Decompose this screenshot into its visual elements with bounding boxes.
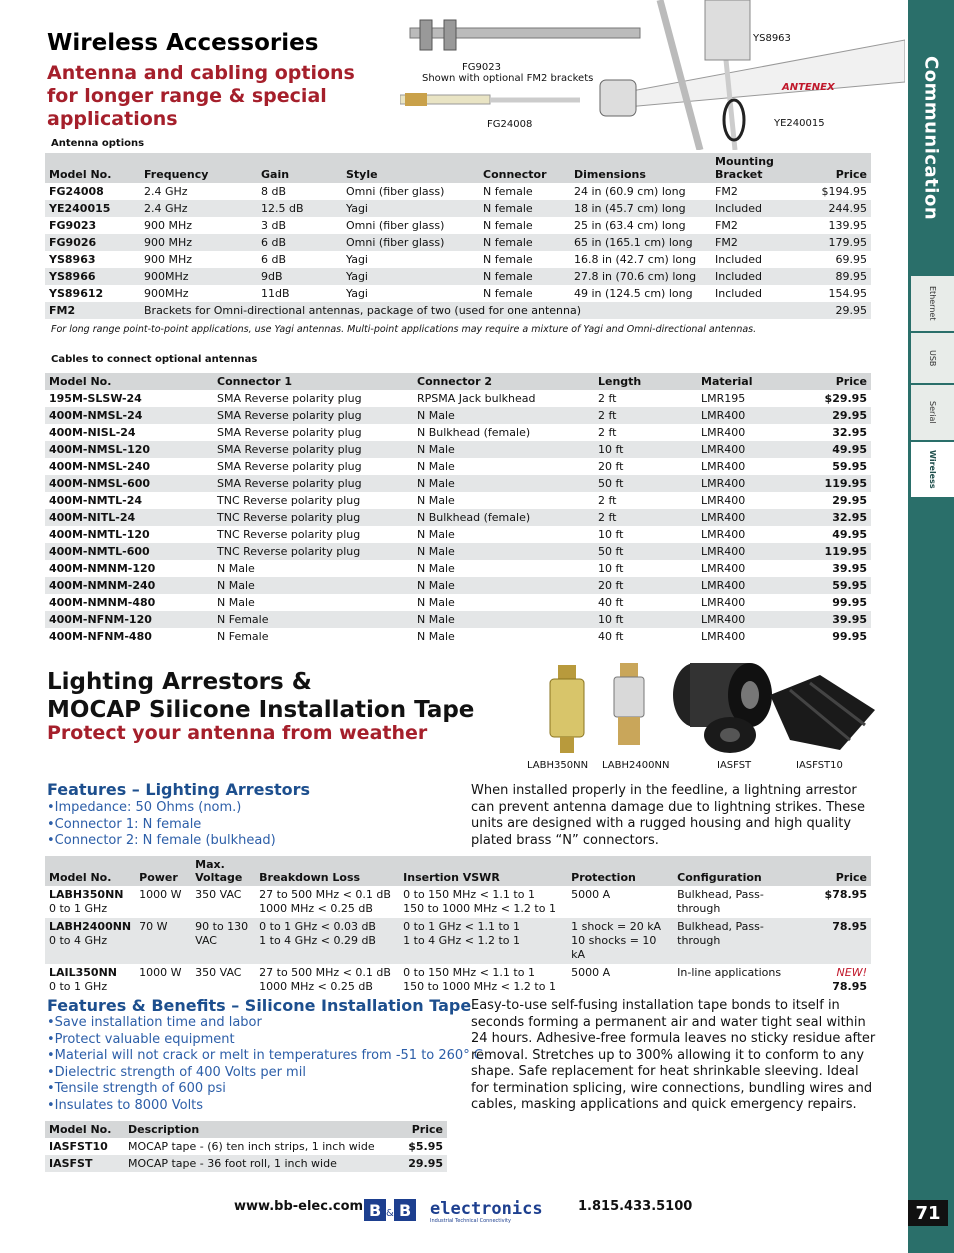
arrestor-tape-photo: [520, 655, 880, 760]
tab-ethernet[interactable]: Ethernet: [911, 276, 954, 331]
table-cell: $29.95: [824, 392, 867, 405]
table-cell: 11dB: [261, 287, 290, 300]
bb-electronics-logo: [364, 1198, 574, 1224]
table-cell: 59.95: [832, 460, 867, 473]
table-cell: 400M-NMSL-240: [49, 460, 151, 473]
table-cell: Omni (fiber glass): [346, 185, 445, 198]
col-price: Price: [796, 153, 871, 183]
table-cell: In-line applications: [677, 966, 782, 979]
table-cell: 900MHz: [144, 287, 189, 300]
table-cell: 0 to 1 GHz < 0.03 dB 1 to 4 GHz < 0.29 dB: [255, 918, 399, 964]
table-cell: 154.95: [828, 287, 867, 300]
col-price: Price: [787, 373, 871, 390]
table-cell: $5.95: [408, 1140, 443, 1153]
table-cell: 39.95: [787, 611, 871, 628]
antenna-note: For long range point-to-point applications, use Yagi antennas. Multi-point applications may require a mixture of Yagi and Omni-directional antennas.: [51, 324, 757, 335]
col-description: Description: [124, 1121, 387, 1138]
table-cell: 900 MHz: [140, 234, 257, 251]
table-cell: 2 ft: [598, 426, 617, 439]
table-cell: Bulkhead, Pass-through: [677, 888, 764, 915]
table-cell: 0 to 150 MHz < 1.1 to 1 150 to 1000 MHz < 1.2 to 1: [403, 966, 556, 993]
sidebar-section-title: Communication: [920, 55, 942, 221]
table-cell: 139.95: [828, 219, 867, 232]
cables-label: Cables to connect optional antennas: [51, 354, 258, 365]
table-row: [45, 200, 871, 217]
table-cell: N Male: [413, 475, 594, 492]
table-cell: N Female: [213, 611, 413, 628]
table-cell: SMA Reverse polarity plug: [213, 441, 413, 458]
table-cell: LABH2400NN 0 to 4 GHz: [45, 918, 135, 964]
table-cell: SMA Reverse polarity plug: [213, 407, 413, 424]
table-cell: 32.95: [832, 426, 867, 439]
table-cell: LABH350NN 0 to 1 GHz: [49, 888, 124, 915]
table-cell: N Female: [217, 630, 269, 643]
table-row: [45, 492, 871, 509]
col-mounting: Mounting Bracket: [711, 153, 796, 183]
col-vswr: Insertion VSWR: [399, 856, 567, 886]
svg-text:electronics: electronics: [430, 1199, 543, 1219]
table-cell: Yagi: [346, 253, 368, 266]
table-cell: Included: [715, 253, 763, 266]
table-cell: FG9026: [45, 234, 140, 251]
table-cell: MOCAP tape - (6) ten inch strips, 1 inch wide: [128, 1140, 375, 1153]
page-title: Wireless Accessories: [47, 30, 319, 56]
caption-fg24008: FG24008: [487, 119, 533, 130]
table-cell: N Male: [417, 562, 455, 575]
table-cell: 18 in (45.7 cm) long: [570, 200, 711, 217]
col-voltage: Max. Voltage: [191, 856, 255, 886]
table-cell: Omni (fiber glass): [346, 219, 445, 232]
table-row: [45, 285, 871, 302]
caption-iasfst10: IASFST10: [796, 760, 843, 771]
table-cell: N Male: [417, 460, 455, 473]
table-cell: N Male: [217, 562, 255, 575]
table-cell: 0 to 1 GHz < 1.1 to 1 1 to 4 GHz < 1.2 to 1: [399, 918, 567, 964]
table-cell: FM2: [715, 219, 738, 232]
tape-description: Easy-to-use self-fusing installation tape bonds to itself in seconds forming a permanent air and water tight seal within 24 hours. Adhesive-free formula leaves no sticky residue after removal. Stretches up to 300% allowing it to conform to any shape. Safe replacement for heat shrinkable sleeving. Ideal for termination splicing, wire connections, bundling wires and cables, masking applications and quick emergency repairs.: [471, 998, 876, 1112]
col-protection: Protection: [567, 856, 673, 886]
table-cell: NEW! 78.95: [832, 966, 867, 993]
col-model: Model No.: [45, 856, 135, 886]
tab-usb[interactable]: USB: [911, 333, 954, 383]
table-cell: N Male: [417, 630, 455, 643]
table-cell: N Male: [413, 407, 594, 424]
page-number: 71: [908, 1200, 948, 1226]
table-cell: LMR400: [701, 596, 746, 609]
table-cell: 29.95: [796, 302, 871, 319]
table-cell: 400M-NMNM-480: [49, 596, 156, 609]
table-row: [45, 424, 871, 441]
table-row: [45, 407, 871, 424]
col-length: Length: [594, 373, 697, 390]
table-cell: 10 ft: [598, 528, 624, 541]
table-cell: 5000 A: [571, 966, 611, 979]
caption-iasfst: IASFST: [717, 760, 752, 771]
table-cell: Brackets for Omni-directional antennas, package of two (used for one antenna): [140, 302, 796, 319]
caption-fg9023: FG9023: [462, 62, 501, 73]
table-row: [45, 594, 871, 611]
list-item: • Connector 1: N female: [47, 817, 276, 834]
table-cell: MOCAP tape - 36 foot roll, 1 inch wide: [124, 1155, 387, 1172]
col-connector2: Connector 2: [413, 373, 594, 390]
table-cell: 3 dB: [261, 219, 287, 232]
table-cell: 10 ft: [598, 562, 624, 575]
table-row: [45, 183, 871, 200]
arrestor-features-title: Features – Lighting Arrestors: [47, 780, 311, 799]
list-item: • Dielectric strength of 400 Volts per mil: [47, 1065, 483, 1082]
table-cell: 6 dB: [257, 234, 342, 251]
table-cell: 89.95: [796, 268, 871, 285]
col-model: Model No.: [45, 373, 213, 390]
table-cell: FM2: [45, 302, 140, 319]
table-cell: Included: [711, 268, 796, 285]
col-dimensions: Dimensions: [570, 153, 711, 183]
table-cell: LMR400: [701, 562, 746, 575]
list-item: • Connector 2: N female (bulkhead): [47, 833, 276, 850]
caption-labh2400nn: LABH2400NN: [602, 760, 670, 771]
table-row: [45, 441, 871, 458]
col-connector: Connector: [479, 153, 570, 183]
svg-text:Industrial Technical Connectiv: Industrial Technical Connectivity: [430, 1218, 511, 1224]
table-cell: 9dB: [257, 268, 342, 285]
table-cell: N Male: [413, 611, 594, 628]
table-cell: LMR400: [697, 611, 787, 628]
col-price: Price: [799, 856, 871, 886]
list-item: • Impedance: 50 Ohms (nom.): [47, 800, 276, 817]
table-cell: 90 to 130 VAC: [191, 918, 255, 964]
arrestor-table: [45, 856, 871, 996]
table-cell: 400M-NMNM-120: [49, 562, 156, 575]
table-cell: N Bulkhead (female): [413, 509, 594, 526]
sidebar: [908, 0, 954, 1253]
table-cell: 350 VAC: [195, 888, 242, 901]
table-cell: 29.95: [787, 407, 871, 424]
antenex-logo: ANTENEX: [782, 82, 835, 93]
table-cell: 1 shock = 20 kA 10 shocks = 10 kA: [567, 918, 673, 964]
table-row: [45, 526, 871, 543]
table-cell: 0 to 150 MHz < 1.1 to 1 150 to 1000 MHz < 1.2 to 1: [403, 888, 556, 915]
table-cell: TNC Reverse polarity plug: [217, 528, 361, 541]
col-configuration: Configuration: [673, 856, 799, 886]
footer-phone[interactable]: 1.815.433.5100: [578, 1199, 693, 1214]
table-cell: Yagi: [342, 200, 479, 217]
table-cell: 400M-NMSL-600: [45, 475, 213, 492]
tape-features-title: Features & Benefits – Silicone Installation Tape: [47, 996, 472, 1015]
table-cell: 27 to 500 MHz < 0.1 dB 1000 MHz < 0.25 dB: [259, 966, 391, 993]
table-cell: Yagi: [342, 268, 479, 285]
svg-text:&: &: [386, 1208, 394, 1219]
table-cell: 99.95: [832, 630, 867, 643]
table-cell: IASFST10: [49, 1140, 108, 1153]
table-cell: 400M-NFNM-480: [49, 630, 152, 643]
table-row: [45, 543, 871, 560]
table-cell: YE240015: [45, 200, 140, 217]
table-cell: 27 to 500 MHz < 0.1 dB 1000 MHz < 0.25 dB: [259, 888, 391, 915]
antenna-options-label: Antenna options: [51, 138, 145, 149]
table-cell: 2 ft: [598, 392, 617, 405]
svg-text:B: B: [399, 1201, 412, 1220]
table-cell: 5000 A: [571, 888, 611, 901]
table-cell: 49 in (124.5 cm) long: [574, 287, 693, 300]
table-cell: 119.95: [787, 475, 871, 492]
table-cell: 6 dB: [261, 253, 287, 266]
table-cell: LMR400: [697, 441, 787, 458]
table-cell: N Male: [217, 596, 255, 609]
new-badge: NEW!: [836, 966, 867, 979]
table-cell: 900 MHz: [144, 219, 193, 232]
table-cell: FM2: [715, 185, 738, 198]
table-cell: Included: [715, 287, 763, 300]
table-cell: LMR400: [697, 475, 787, 492]
arrestor-description: When installed properly in the feedline, a lightning arrestor can prevent antenna damage due to lightning strikes. These units are designed with a rugged housing and high quality plated brass “N” connectors.: [471, 783, 866, 848]
table-cell: YS8966: [45, 268, 140, 285]
table-cell: 2 ft: [594, 509, 697, 526]
caption-fm2-note: Shown with optional FM2 brackets: [422, 73, 594, 84]
table-cell: 179.95: [796, 234, 871, 251]
table-cell: N Male: [417, 528, 455, 541]
table-cell: 49.95: [832, 528, 867, 541]
table-cell: $194.95: [821, 185, 867, 198]
table-cell: 900 MHz: [144, 253, 193, 266]
table-cell: N female: [483, 287, 533, 300]
table-cell: LMR400: [701, 630, 746, 643]
table-cell: N female: [479, 234, 570, 251]
caption-ys8963: YS8963: [753, 33, 791, 44]
arrestor-features-list: [47, 800, 276, 850]
table-row: [45, 577, 871, 594]
table-cell: 900MHz: [140, 268, 257, 285]
table-cell: 400M-NMTL-120: [49, 528, 150, 541]
footer-website[interactable]: www.bb-elec.com: [234, 1199, 364, 1214]
table-row: [45, 458, 871, 475]
table-row: [45, 964, 871, 996]
table-cell: 12.5 dB: [257, 200, 342, 217]
table-cell: 29.95: [832, 494, 867, 507]
table-cell: SMA Reverse polarity plug: [217, 392, 362, 405]
table-cell: TNC Reverse polarity plug: [217, 494, 361, 507]
table-cell: 50 ft: [594, 475, 697, 492]
table-cell: 350 VAC: [195, 966, 242, 979]
table-cell: 49.95: [787, 441, 871, 458]
table-row: [45, 268, 871, 285]
table-cell: 59.95: [787, 577, 871, 594]
table-cell: TNC Reverse polarity plug: [213, 509, 413, 526]
col-model: Model No.: [45, 1121, 124, 1138]
table-cell: 400M-NISL-24: [49, 426, 136, 439]
table-cell: N female: [483, 219, 533, 232]
table-cell: 400M-NMSL-120: [45, 441, 213, 458]
table-cell: 65 in (165.1 cm) long: [570, 234, 711, 251]
table-cell: YS8963: [49, 253, 96, 266]
tab-wireless[interactable]: Wireless: [911, 442, 954, 497]
table-cell: Included: [711, 200, 796, 217]
table-cell: 10 ft: [594, 611, 697, 628]
tab-serial[interactable]: Serial: [911, 385, 954, 440]
table-cell: IASFST: [45, 1155, 124, 1172]
antenna-table: [45, 153, 871, 319]
table-cell: 8 dB: [261, 185, 287, 198]
table-cell: 400M-NMSL-24: [45, 407, 213, 424]
table-cell: N Male: [413, 543, 594, 560]
table-cell: 16.8 in (42.7 cm) long: [574, 253, 697, 266]
table-cell: 27.8 in (70.6 cm) long: [570, 268, 711, 285]
col-connector1: Connector 1: [213, 373, 413, 390]
table-cell: 20 ft: [594, 577, 697, 594]
col-price: Price: [387, 1121, 447, 1138]
table-row: [45, 302, 871, 319]
table-cell: 40 ft: [598, 630, 624, 643]
col-loss: Breakdown Loss: [255, 856, 399, 886]
table-row: [45, 234, 871, 251]
arrestors-title: Lighting Arrestors & MOCAP Silicone Installation Tape: [47, 669, 475, 723]
col-style: Style: [342, 153, 479, 183]
table-row: [45, 509, 871, 526]
table-cell: 400M-NMTL-600: [45, 543, 213, 560]
table-cell: 78.95: [799, 918, 871, 964]
table-cell: LAIL350NN 0 to 1 GHz: [49, 966, 117, 993]
table-cell: LMR400: [701, 528, 746, 541]
table-cell: N Bulkhead (female): [417, 426, 531, 439]
table-row: [45, 251, 871, 268]
table-row: [45, 886, 871, 918]
col-power: Power: [135, 856, 191, 886]
table-cell: 400M-NMNM-240: [45, 577, 213, 594]
table-cell: N Male: [417, 596, 455, 609]
table-row: [45, 628, 871, 645]
table-cell: 400M-NFNM-120: [45, 611, 213, 628]
table-cell: 69.95: [835, 253, 867, 266]
table-cell: 40 ft: [598, 596, 624, 609]
table-cell: N female: [479, 200, 570, 217]
table-cell: LMR400: [701, 494, 746, 507]
table-row: [45, 390, 871, 407]
table-cell: LMR400: [701, 460, 746, 473]
table-cell: 70 W: [135, 918, 191, 964]
table-cell: N female: [483, 185, 533, 198]
table-cell: N Male: [413, 577, 594, 594]
table-cell: LMR195: [701, 392, 746, 405]
table-cell: 400M-NITL-24: [45, 509, 213, 526]
table-cell: SMA Reverse polarity plug: [213, 475, 413, 492]
table-cell: 10 ft: [594, 441, 697, 458]
list-item: • Protect valuable equipment: [47, 1032, 483, 1049]
table-cell: SMA Reverse polarity plug: [217, 426, 362, 439]
table-cell: 24 in (60.9 cm) long: [574, 185, 686, 198]
table-cell: $78.95: [824, 888, 867, 901]
table-row: [45, 1138, 447, 1155]
table-cell: Omni (fiber glass): [342, 234, 479, 251]
table-cell: N female: [479, 268, 570, 285]
table-row: [45, 560, 871, 577]
table-cell: 20 ft: [598, 460, 624, 473]
table-cell: 25 in (63.4 cm) long: [574, 219, 686, 232]
caption-ye240015: YE240015: [774, 118, 825, 129]
table-cell: 29.95: [387, 1155, 447, 1172]
table-cell: 99.95: [832, 596, 867, 609]
table-cell: N Male: [213, 577, 413, 594]
table-cell: LMR400: [701, 426, 746, 439]
table-cell: FG24008: [49, 185, 104, 198]
table-cell: RPSMA Jack bulkhead: [417, 392, 536, 405]
list-item: • Save installation time and labor: [47, 1015, 483, 1032]
table-cell: LMR400: [697, 509, 787, 526]
table-cell: 2.4 GHz: [140, 200, 257, 217]
table-cell: N Male: [413, 441, 594, 458]
list-item: • Tensile strength of 600 psi: [47, 1081, 483, 1098]
col-model: Model No.: [45, 153, 140, 183]
table-cell: LMR400: [697, 407, 787, 424]
table-cell: 39.95: [832, 562, 867, 575]
table-cell: 50 ft: [594, 543, 697, 560]
table-cell: 1000 W: [139, 888, 182, 901]
table-cell: 1000 W: [139, 966, 182, 979]
caption-labh350nn: LABH350NN: [527, 760, 589, 771]
list-item: • Material will not crack or melt in temperatures from -51 to 260° C: [47, 1048, 483, 1065]
arrestors-subtitle: Protect your antenna from weather: [47, 722, 428, 744]
table-cell: SMA Reverse polarity plug: [217, 460, 362, 473]
table-cell: 2 ft: [598, 494, 617, 507]
table-cell: LMR400: [697, 577, 787, 594]
table-cell: 244.95: [796, 200, 871, 217]
table-row: [45, 217, 871, 234]
table-cell: FM2: [711, 234, 796, 251]
col-material: Material: [697, 373, 787, 390]
table-row: [45, 475, 871, 492]
table-cell: 2 ft: [594, 407, 697, 424]
table-cell: LMR400: [697, 543, 787, 560]
table-cell: 32.95: [787, 509, 871, 526]
table-cell: TNC Reverse polarity plug: [213, 543, 413, 560]
col-gain: Gain: [257, 153, 342, 183]
tape-features-list: [47, 1015, 483, 1114]
table-cell: Bulkhead, Pass-through: [673, 918, 799, 964]
svg-text:B: B: [369, 1201, 382, 1220]
table-cell: YS89612: [49, 287, 104, 300]
table-cell: FG9023: [49, 219, 97, 232]
table-cell: N female: [483, 253, 533, 266]
col-frequency: Frequency: [140, 153, 257, 183]
table-cell: 2.4 GHz: [144, 185, 188, 198]
table-row: [45, 1155, 447, 1172]
list-item: • Insulates to 8000 Volts: [47, 1098, 483, 1115]
table-cell: 195M-SLSW-24: [49, 392, 142, 405]
tape-table: [45, 1121, 447, 1172]
cable-table: [45, 373, 871, 645]
table-cell: N Male: [417, 494, 455, 507]
page-subtitle: Antenna and cabling options for longer range & special applications: [47, 62, 355, 130]
table-row: [45, 918, 871, 964]
table-cell: 119.95: [787, 543, 871, 560]
table-cell: Yagi: [346, 287, 368, 300]
table-cell: 400M-NMTL-24: [49, 494, 143, 507]
table-row: [45, 611, 871, 628]
